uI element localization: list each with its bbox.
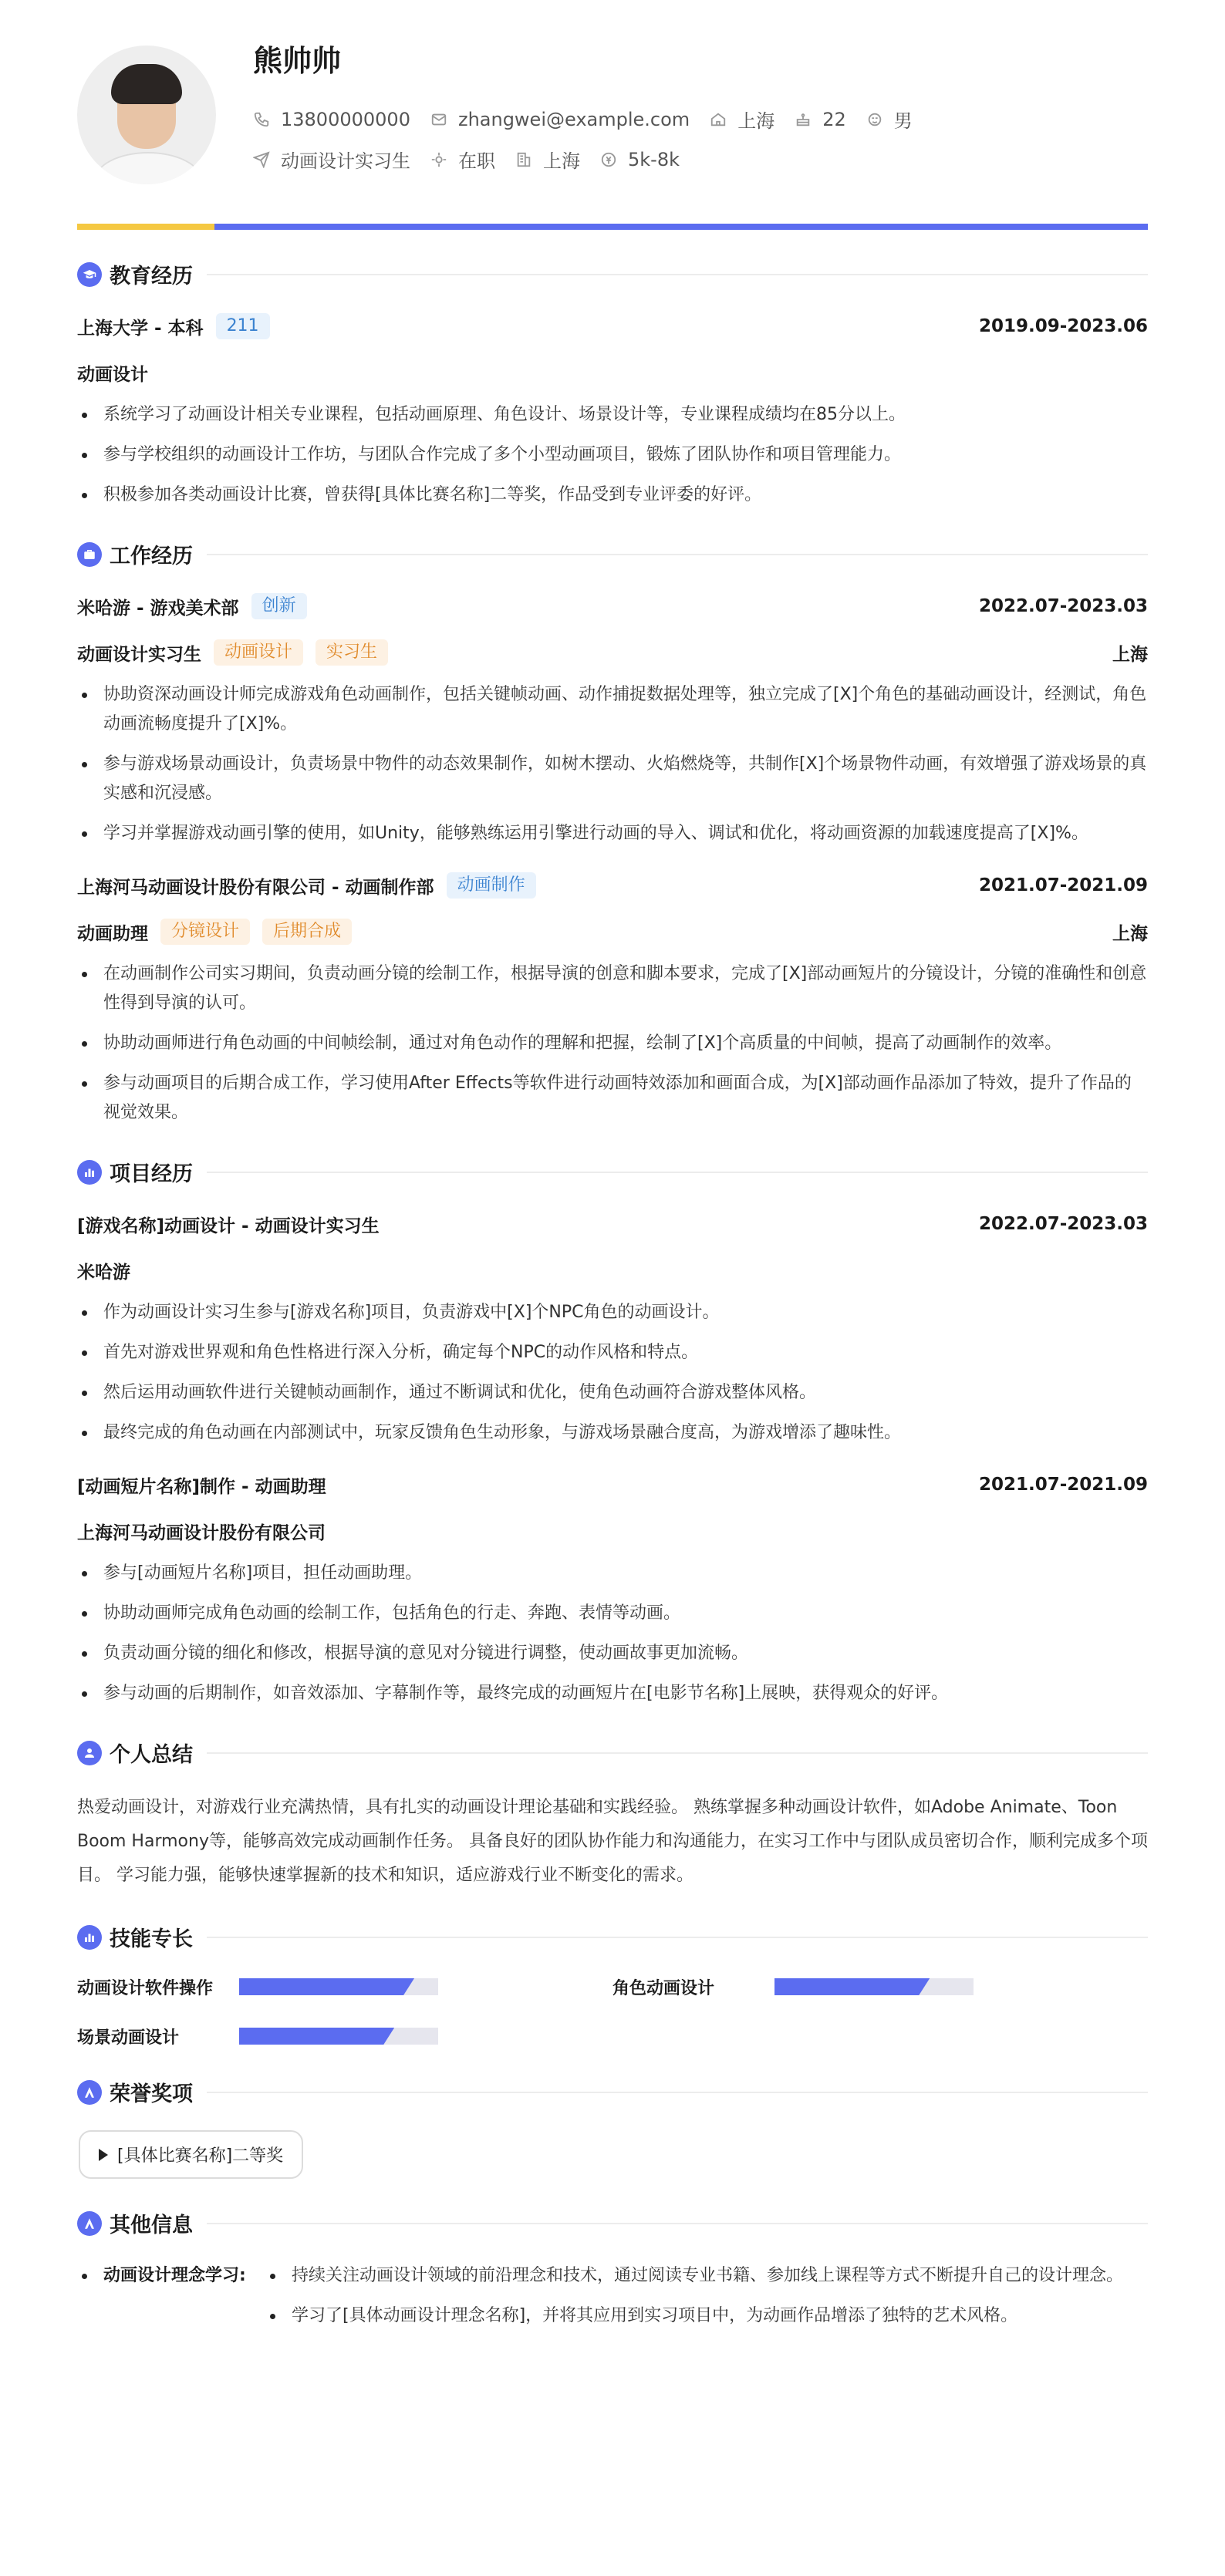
age-item bbox=[795, 109, 846, 130]
avatar bbox=[77, 46, 216, 184]
role-row bbox=[77, 639, 1148, 666]
location-text: 上海 bbox=[737, 110, 775, 132]
project-org-row bbox=[77, 1256, 1148, 1284]
list-item: 协助资深动画设计师完成游戏角色动画制作，包括关键帧动画、动作捕捉数据处理等，独立完成了[X]个角色的基础动画设计，经测试，角色动画流畅度提升了[X]%。 bbox=[77, 680, 1148, 739]
profile-info bbox=[253, 45, 933, 186]
graduation-cap-icon bbox=[77, 262, 102, 287]
skill-label: 角色动画设计 bbox=[612, 1978, 715, 1998]
role-tag: 分镜设计 bbox=[160, 919, 250, 945]
work-date: 2022.07-2023.03 bbox=[978, 596, 1148, 616]
age-text: 22 bbox=[822, 108, 846, 130]
phone-item bbox=[253, 109, 410, 130]
job-target-item bbox=[253, 146, 410, 173]
project-org: 上海河马动画设计股份有限公司 bbox=[77, 1522, 326, 1543]
location-item bbox=[710, 106, 774, 133]
profile-header bbox=[77, 43, 1148, 187]
role-tag: 实习生 bbox=[316, 639, 388, 666]
list-item: 负责动画分镜的细化和修改，根据导演的意见对分镜进行调整，使动画故事更加流畅。 bbox=[77, 1639, 1148, 1668]
list-item: 参与动画的后期制作，如音效添加、字幕制作等，最终完成的动画短片在[电影节名称]上展映，获得观众的好评。 bbox=[77, 1679, 1148, 1708]
list-item: 积极参加各类动画设计比赛，曾获得[具体比赛名称]二等奖，作品受到专业评委的好评。 bbox=[77, 480, 1148, 510]
education-entry-head bbox=[77, 312, 1148, 340]
job-target-text: 动画设计实习生 bbox=[281, 150, 410, 172]
project-entry bbox=[77, 1210, 1148, 1448]
home-icon bbox=[710, 111, 727, 128]
company-tag: 动画制作 bbox=[447, 872, 536, 899]
phone-icon bbox=[253, 111, 270, 128]
status-text: 在职 bbox=[458, 150, 495, 172]
salary-item bbox=[600, 149, 680, 170]
send-icon bbox=[253, 151, 270, 168]
list-item: 在动画制作公司实习期间，负责动画分镜的绘制工作，根据导演的创意和脚本要求，完成了[X]部动画短片的分镜设计，分镜的准确性和创意性得到导演的认可。 bbox=[77, 959, 1148, 1018]
other-info bbox=[77, 2261, 1148, 2346]
award-text: [具体比赛名称]二等奖 bbox=[117, 2146, 284, 2166]
project-name: [游戏名称]动画设计 - 动画设计实习生 bbox=[77, 1216, 380, 1236]
skills-grid bbox=[77, 1975, 1148, 2048]
section-title-text: 工作经历 bbox=[110, 545, 193, 568]
company-name: 上海河马动画设计股份有限公司 - 动画制作部 bbox=[77, 877, 434, 898]
section-summary bbox=[77, 1738, 1148, 1768]
role-name: 动画设计实习生 bbox=[77, 644, 201, 665]
other-bullets bbox=[265, 2261, 1148, 2342]
mail-icon bbox=[430, 111, 447, 128]
list-item: 协助动画师完成角色动画的绘制工作，包括角色的行走、奔跑、表情等动画。 bbox=[77, 1599, 1148, 1628]
caret-right-icon bbox=[99, 2149, 108, 2161]
project-bullets bbox=[77, 1559, 1148, 1708]
section-title-text: 个人总结 bbox=[110, 1743, 193, 1767]
project-org-row bbox=[77, 1517, 1148, 1545]
list-item: 参与动画项目的后期合成工作，学习使用After Effects等软件进行动画特效添加和画面合成，为[X]部动画作品添加了特效，提升了作品的视觉效果。 bbox=[77, 1069, 1148, 1128]
list-item: 学习了[具体动画设计理念名称]，并将其应用到实习项目中，为动画作品增添了独特的艺术风格。 bbox=[265, 2301, 1148, 2331]
skill-bar-fill bbox=[239, 2028, 394, 2045]
work-bullets bbox=[77, 680, 1148, 848]
list-item: 参与学校组织的动画设计工作坊，与团队合作完成了多个小型动画项目，锻炼了团队协作和项目管理能力。 bbox=[77, 440, 1148, 470]
company-name: 米哈游 - 游戏美术部 bbox=[77, 598, 239, 619]
major-row bbox=[77, 359, 1148, 386]
list-item: 系统学习了动画设计相关专业课程，包括动画原理、角色设计、场景设计等，专业课程成绩均在85分以上。 bbox=[77, 400, 1148, 430]
project-bullets bbox=[77, 1298, 1148, 1448]
skill-item bbox=[77, 2025, 612, 2048]
project-org: 米哈游 bbox=[77, 1262, 130, 1283]
section-title-text: 教育经历 bbox=[110, 265, 193, 288]
section-title-text: 项目经历 bbox=[110, 1162, 193, 1186]
skill-bar bbox=[774, 1978, 974, 1995]
list-item: 首先对游戏世界观和角色性格进行深入分析，确定每个NPC的动作风格和特点。 bbox=[77, 1338, 1148, 1367]
education-bullets bbox=[77, 400, 1148, 510]
work-entry-head bbox=[77, 872, 1148, 899]
skill-bar-fill bbox=[239, 1978, 414, 1995]
salary-text: 5k-8k bbox=[628, 148, 680, 170]
work-entry-head bbox=[77, 592, 1148, 620]
award-icon bbox=[77, 2080, 102, 2105]
skill-label: 场景动画设计 bbox=[77, 2028, 180, 2048]
header-divider bbox=[77, 224, 1148, 230]
status-item bbox=[430, 146, 495, 173]
gender-item bbox=[866, 106, 913, 133]
section-title-text: 其他信息 bbox=[110, 2214, 193, 2237]
skill-bar bbox=[239, 1978, 438, 1995]
work-location: 上海 bbox=[1112, 923, 1148, 944]
skill-item bbox=[77, 1975, 612, 1998]
section-skills bbox=[77, 1922, 1148, 1952]
profile-name: 熊帅帅 bbox=[253, 43, 342, 78]
resume-page bbox=[77, 0, 1148, 2346]
phone-text: 13800000000 bbox=[281, 108, 410, 130]
skill-item bbox=[612, 1975, 1148, 1998]
city-text: 上海 bbox=[543, 150, 580, 172]
school-tag: 211 bbox=[216, 313, 270, 339]
list-item: 参与游戏场景动画设计，负责场景中物件的动态效果制作，如树木摆动、火焰燃烧等，共制作[X]个场景物件动画，有效增强了游戏场景的真实感和沉浸感。 bbox=[77, 750, 1148, 808]
list-item: 协助动画师进行角色动画的中间帧绘制，通过对角色动作的理解和把握，绘制了[X]个高质量的中间帧，提高了动画制作的效率。 bbox=[77, 1029, 1148, 1058]
status-icon bbox=[430, 151, 447, 168]
role-tag: 后期合成 bbox=[262, 919, 352, 945]
list-item: 然后运用动画软件进行关键帧动画制作，通过不断调试和优化，使角色动画符合游戏整体风格。 bbox=[77, 1378, 1148, 1408]
list-item: 学习并掌握游戏动画引擎的使用，如Unity，能够熟练运用引擎进行动画的导入、调试和优化，将动画资源的加载速度提高了[X]%。 bbox=[77, 819, 1148, 848]
company-tag: 创新 bbox=[251, 593, 307, 619]
list-item: 参与[动画短片名称]项目，担任动画助理。 bbox=[77, 1559, 1148, 1588]
work-date: 2021.07-2021.09 bbox=[978, 875, 1148, 895]
project-name: [动画短片名称]制作 - 动画助理 bbox=[77, 1476, 326, 1497]
user-icon bbox=[77, 1741, 102, 1765]
award-item[interactable] bbox=[79, 2130, 303, 2179]
role-name: 动画助理 bbox=[77, 923, 148, 944]
award-icon bbox=[77, 2211, 102, 2236]
section-work bbox=[77, 539, 1148, 569]
city-item bbox=[515, 146, 580, 173]
list-item: 最终完成的角色动画在内部测试中，玩家反馈角色生动形象，与游戏场景融合度高，为游戏增添了趣味性。 bbox=[77, 1418, 1148, 1448]
major-name: 动画设计 bbox=[77, 364, 148, 385]
coin-icon bbox=[600, 151, 617, 168]
email-item bbox=[430, 109, 690, 130]
work-bullets bbox=[77, 959, 1148, 1128]
skill-label: 动画设计软件操作 bbox=[77, 1978, 214, 1998]
list-item: 持续关注动画设计领域的前沿理念和技术，通过阅读专业书籍、参加线上课程等方式不断提升自己的设计理念。 bbox=[265, 2261, 1148, 2291]
contact-row bbox=[253, 106, 933, 133]
project-date: 2022.07-2023.03 bbox=[978, 1214, 1148, 1234]
school-name: 上海大学 - 本科 bbox=[77, 318, 204, 339]
section-other bbox=[77, 2208, 1148, 2238]
work-entry bbox=[77, 592, 1148, 848]
role-row bbox=[77, 918, 1148, 946]
project-entry bbox=[77, 1471, 1148, 1708]
chart-icon bbox=[77, 1925, 102, 1950]
briefcase-icon bbox=[77, 542, 102, 567]
project-entry-head bbox=[77, 1210, 1148, 1238]
list-item: 作为动画设计实习生参与[游戏名称]项目，负责游戏中[X]个NPC角色的动画设计。 bbox=[77, 1298, 1148, 1327]
section-title-text: 技能专长 bbox=[110, 1927, 193, 1951]
work-entry bbox=[77, 872, 1148, 1128]
email-text: zhangwei@example.com bbox=[457, 108, 690, 130]
gender-text: 男 bbox=[893, 110, 913, 132]
section-projects bbox=[77, 1157, 1148, 1187]
education-date: 2019.09-2023.06 bbox=[978, 316, 1148, 336]
other-key: 动画设计理念学习: bbox=[77, 2261, 265, 2346]
skill-bar-fill bbox=[774, 1978, 930, 1995]
cake-icon bbox=[795, 111, 812, 128]
section-education bbox=[77, 259, 1148, 289]
section-title-text: 荣誉奖项 bbox=[110, 2082, 193, 2106]
gender-icon bbox=[866, 111, 883, 128]
project-date: 2021.07-2021.09 bbox=[978, 1475, 1148, 1495]
building-icon bbox=[515, 151, 532, 168]
project-entry-head bbox=[77, 1471, 1148, 1499]
chart-icon bbox=[77, 1160, 102, 1185]
work-location: 上海 bbox=[1112, 644, 1148, 665]
section-awards bbox=[77, 2077, 1148, 2107]
job-intent-row bbox=[253, 146, 933, 174]
summary-text: 热爱动画设计，对游戏行业充满热情，具有扎实的动画设计理论基础和实践经验。 熟练掌握多种动画设计软件，如Adobe Animate、Toon Boom Harmony等，能够高效完成动画制作任务。 具备良好的团队协作能力和沟通能力，在实习工作中与团队成员密切合作，顺利完成多个项目。 学习能力强，能够快速掌握新的技术和知识，适应游戏行业不断变化的需求。 bbox=[77, 1798, 1148, 1885]
role-tag: 动画设计 bbox=[214, 639, 303, 666]
skill-bar bbox=[239, 2028, 438, 2045]
